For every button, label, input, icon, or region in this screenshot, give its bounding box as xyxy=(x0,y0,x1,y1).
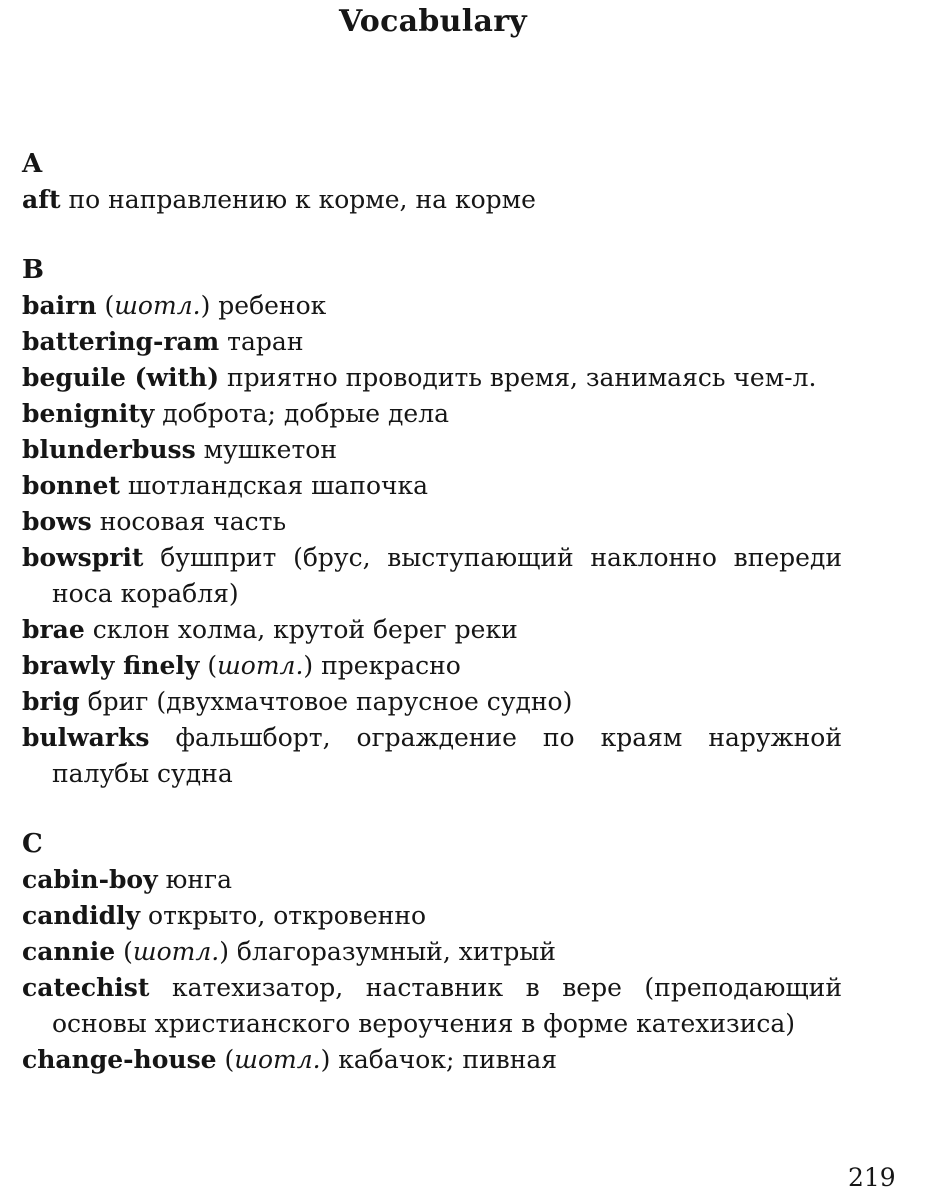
headword: bulwarks xyxy=(22,723,150,752)
usage-note: шотл. xyxy=(217,651,304,680)
translation: таран xyxy=(227,327,304,356)
translation: бушприт (брус, выступающий наклонно впереди носа корабля) xyxy=(52,543,843,608)
section-b xyxy=(22,252,842,792)
page-title: Vocabulary xyxy=(338,4,528,39)
headword: catechist xyxy=(22,973,150,1002)
headword: brae xyxy=(22,615,85,644)
vocab-entry: cannie (шотл.) благоразумный, хитрый xyxy=(22,937,556,966)
headword: brig xyxy=(22,687,80,716)
translation: носовая часть xyxy=(99,507,287,536)
translation: бриг (двухмачтовое парусное судно) xyxy=(87,687,573,716)
headword: brawly finely xyxy=(22,651,200,680)
translation: шотландская шапочка xyxy=(127,471,429,500)
headword: cabin-boy xyxy=(22,865,158,894)
vocab-entry xyxy=(22,504,842,540)
translation: открыто, откровенно xyxy=(148,901,427,930)
vocab-entry xyxy=(22,970,842,1042)
translation: приятно проводить время, занимаясь чем-л. xyxy=(227,363,817,392)
section-letter: A xyxy=(22,149,43,179)
section-letter: B xyxy=(22,255,44,285)
translation: по направлению к корме, на корме xyxy=(68,185,536,214)
translation: ребенок xyxy=(218,291,327,320)
headword: bairn xyxy=(22,291,97,320)
translation: катехизатор, наставник в вере (преподающий основы христианского вероучения в форме катехизиса) xyxy=(52,973,842,1038)
headword: benignity xyxy=(22,399,155,428)
translation: юнга xyxy=(165,865,233,894)
headword: battering-ram xyxy=(22,327,220,356)
headword: bonnet xyxy=(22,471,120,500)
headword: cannie xyxy=(22,937,116,966)
headword: candidly xyxy=(22,901,141,930)
translation: доброта; добрые дела xyxy=(162,399,450,428)
headword: blunderbuss xyxy=(22,435,196,464)
vocab-entry xyxy=(22,898,842,934)
translation: фальшборт, ограждение по краям наружной палубы судна xyxy=(52,723,842,788)
headword: bows xyxy=(22,507,92,536)
vocab-entry: change-house (шотл.) кабачок; пивная xyxy=(22,1045,558,1074)
vocab-entry xyxy=(22,182,842,218)
headword: bowsprit xyxy=(22,543,144,572)
usage-note: шотл. xyxy=(114,291,201,320)
translation: кабачок; пивная xyxy=(338,1045,558,1074)
usage-note: шотл. xyxy=(234,1045,321,1074)
translation: склон холма, крутой берег реки xyxy=(92,615,518,644)
vocab-entry: bairn (шотл.) ребенок xyxy=(22,291,327,320)
section-a xyxy=(22,146,842,218)
vocabulary-list xyxy=(22,146,842,1078)
vocab-entry xyxy=(22,612,842,648)
vocab-entry xyxy=(22,862,842,898)
vocab-entry xyxy=(22,720,842,792)
vocab-entry xyxy=(22,432,842,468)
headword: change-house xyxy=(22,1045,217,1074)
vocab-entry: brawly finely (шотл.) прекрасно xyxy=(22,651,461,680)
vocab-entry xyxy=(22,360,842,396)
headword: aft xyxy=(22,185,61,214)
section-c xyxy=(22,826,842,1078)
vocab-entry xyxy=(22,540,842,612)
vocab-entry xyxy=(22,468,842,504)
translation: прекрасно xyxy=(321,651,461,680)
page-number: 219 xyxy=(848,1163,896,1192)
translation: мушкетон xyxy=(203,435,338,464)
section-letter: C xyxy=(22,829,43,859)
headword: beguile (with) xyxy=(22,363,220,392)
vocab-entry xyxy=(22,684,842,720)
vocab-entry xyxy=(22,396,842,432)
translation: благоразумный, хитрый xyxy=(236,937,556,966)
vocab-entry xyxy=(22,324,842,360)
usage-note: шотл. xyxy=(132,937,220,966)
